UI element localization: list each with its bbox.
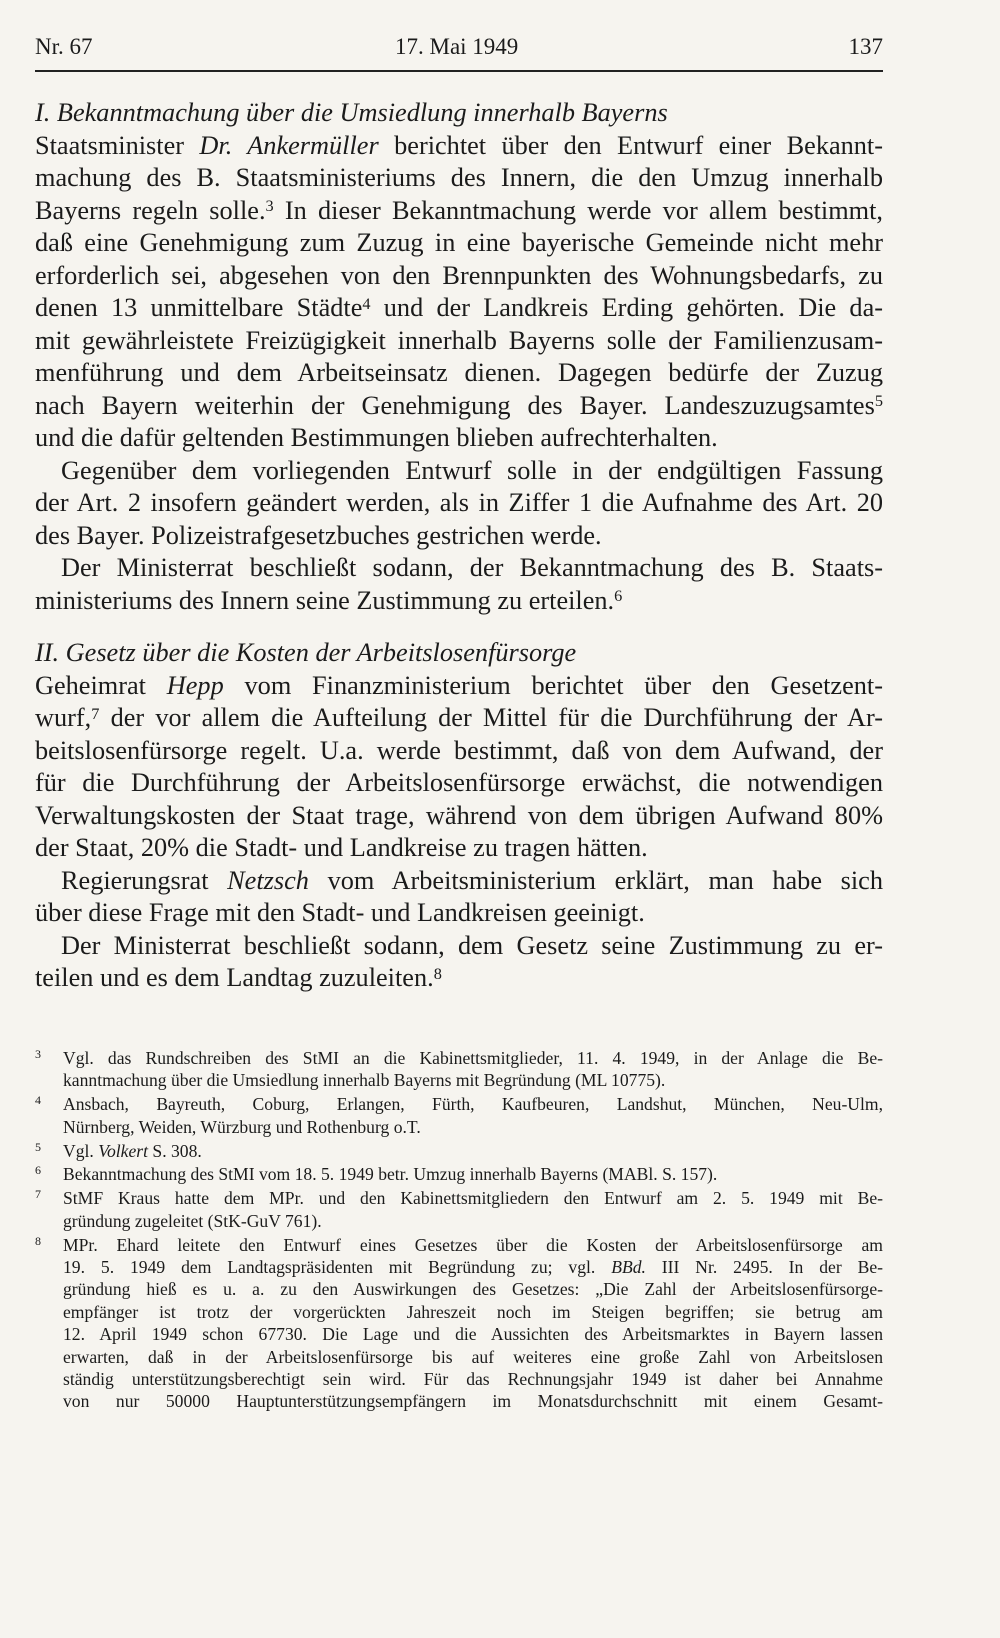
text-line: ministeriums des Innern seine Zustimmung zu erteilen.$^6$ [35, 585, 623, 615]
text-line: Der Ministerrat beschließt sodann, der Bekanntmachung des B. Staats- [61, 553, 883, 582]
footnote-line: 19. 5. 1949 dem Landtagspräsidenten mit Begründung zu; vgl. BBd. III Nr. 2495. In der Be- [63, 1257, 883, 1278]
footnote-line: 7 StMF Kraus hatte dem MPr. und den Kabinettsmitgliedern den Entwurf am 2. 5. 1949 mit Be- [35, 1187, 883, 1209]
footnote-line: von nur 50000 Hauptunterstützungsempfängern im Monatsdurchschnitt mit einem Gesamt- [63, 1391, 883, 1412]
footnote-ref[interactable]: 6 [614, 586, 623, 606]
footnote-line: 4 Ansbach, Bayreuth, Coburg, Erlangen, Fürth, Kaufbeuren, Landshut, München, Neu-Ulm, [35, 1093, 883, 1115]
text-line: teilen und es dem Landtag zuzuleiten.$^8$ [35, 963, 442, 992]
footnote-line: 5 Vgl. Volkert S. 308. [35, 1140, 883, 1162]
text-line: beitslosenfürsorge regelt. U.a. werde bestimmt, daß von dem Aufwand, der [35, 735, 883, 765]
footnote-mark: 3 [35, 1047, 41, 1061]
text-line: Der Ministerrat beschließt sodann, dem Gesetz seine Zustimmung zu er- [61, 930, 883, 960]
footnote-8 [35, 1234, 883, 1413]
footnote-line: 8 MPr. Ehard leitete den Entwurf eines Gesetzes über die Kosten der Arbeitslosenfürsorge am [35, 1234, 883, 1256]
text-line: der Staat, 20% die Stadt- und Landkreise zu tragen hätten. [35, 833, 648, 862]
paragraph [35, 130, 883, 455]
footnote-mark: 5 [35, 1139, 41, 1154]
section-heading-1: I. Bekanntmachung über die Umsiedlung innerhalb Bayerns [35, 98, 668, 127]
footnote-ref[interactable]: 5 [874, 391, 883, 411]
footnote-mark: 8 [35, 1233, 41, 1248]
text-line: für die Durchführung der Arbeitslosenfürsorge erwächst, die notwendigen [35, 768, 883, 797]
page-number: 137 [848, 34, 883, 59]
paragraph [35, 455, 883, 553]
footnote-ref[interactable]: 8 [433, 963, 442, 983]
footnote-line: erwarten, daß in der Arbeitslosenfürsorge bis auf weiteres eine große Zahl von Arbeitslosen [63, 1346, 883, 1367]
text-line: über diese Frage mit den Stadt- und Landkreisen geeinigt. [35, 898, 645, 927]
text-line: der Art. 2 insofern geändert werden, als in Ziffer 1 die Aufnahme des Art. 20 [35, 488, 883, 517]
section-heading-2: II. Gesetz über die Kosten der Arbeitslosenfürsorge [35, 638, 577, 667]
footnote-line: ständig unterstützungsberechtigt sein wird. Für das Rechnungsjahr 1949 ist daher bei Annahme [63, 1368, 883, 1389]
text-line: menführung und dem Arbeitseinsatz dienen. Dagegen bedürfe der Zuzug [35, 358, 883, 387]
running-head [35, 34, 883, 68]
footnote-mark: 4 [35, 1093, 41, 1108]
paragraph [35, 670, 883, 865]
author-name: Volkert [98, 1140, 149, 1161]
section-gap [35, 617, 883, 637]
text-line: des Bayer. Polizeistrafgesetzbuches gestrichen werde. [35, 520, 602, 550]
person-name: Hepp [166, 670, 224, 700]
footnote-line: gründung zugeleitet (StK-GuV 761). [63, 1210, 322, 1231]
text-line: wurf,$^7$ der vor allem die Aufteilung der Mittel für die Durchführung der Ar- [35, 703, 883, 732]
footnote-line: Nürnberg, Weiden, Würzburg und Rothenburg o.T. [63, 1116, 421, 1137]
text-line: Gegenüber dem vorliegenden Entwurf solle in der endgültigen Fassung [61, 455, 883, 485]
person-name: Netzsch [227, 865, 309, 895]
footnote-mark: 6 [35, 1163, 41, 1178]
footnote-line: gründung hieß es u. a. zu den Auswirkungen des Gesetzes: „Die Zahl der Arbeitslosenfürsorge- [63, 1279, 883, 1300]
text-line: daß eine Genehmigung zum Zuzug in eine bayerische Gemeinde nicht mehr [35, 228, 883, 257]
footnote-3 [35, 1047, 883, 1092]
main-text [35, 97, 883, 995]
footnote-ref[interactable]: 7 [91, 703, 100, 723]
text-line: machung des B. Staatsministeriums des Innern, die den Umzug innerhalb [35, 163, 883, 192]
footnote-line: 6 Bekanntmachung des StMI vom 18. 5. 1949 betr. Umzug innerhalb Bayerns (MABl. S. 157). [35, 1163, 883, 1185]
text-line: nach Bayern weiterhin der Genehmigung des Bayer. Landeszuzugsamtes$^5$ [35, 390, 883, 420]
source-abbrev: BBd. [611, 1257, 646, 1278]
paragraph [35, 930, 883, 995]
footnote-4 [35, 1093, 883, 1138]
header-rule [35, 70, 883, 72]
text-line: und die dafür geltenden Bestimmungen blieben aufrechterhalten. [35, 423, 718, 452]
paragraph [35, 865, 883, 930]
text-line: denen 13 unmittelbare Städte$^4$ und der Landkreis Erding gehörten. Die da- [35, 293, 883, 322]
text-line: Regierungsrat Netzsch vom Arbeitsministerium erklärt, man habe sich [61, 865, 883, 895]
footnote-6 [35, 1163, 883, 1185]
text-line: Bayerns regeln solle.$^3$ In dieser Bekanntmachung werde vor allem bestimmt, [35, 195, 883, 225]
footnote-7 [35, 1187, 883, 1232]
session-date: 17. Mai 1949 [395, 34, 519, 59]
footnote-mark: 7 [35, 1187, 41, 1202]
person-name: Dr. Ankermüller [199, 130, 379, 160]
footnote-line: empfänger ist trotz der vorgerückten Jahreszeit noch im Steigen begriffen; sie betrug am [63, 1301, 883, 1322]
footnote-5 [35, 1140, 883, 1162]
text-line: mit gewährleistete Freizügigkeit innerhalb Bayerns solle der Familienzusam- [35, 325, 883, 355]
footnote-ref[interactable]: 3 [265, 196, 274, 216]
footnote-line: 3 Vgl. das Rundschreiben des StMI an die Kabinettsmitglieder, 11. 4. 1949, in der Anlage die Be- [35, 1047, 883, 1069]
footnotes [35, 1047, 883, 1413]
text-line: Verwaltungskosten der Staat trage, während von dem übrigen Aufwand 80% [35, 800, 883, 830]
text-line: Geheimrat Hepp vom Finanzministerium berichtet über den Gesetzent- [35, 670, 883, 700]
issue-number: Nr. 67 [35, 34, 93, 59]
footnote-line: 12. April 1949 schon 67730. Die Lage und die Aussichten des Arbeitsmarktes in Bayern lassen [63, 1324, 883, 1345]
footnote-line: kanntmachung über die Umsiedlung innerhalb Bayerns mit Begründung (ML 10775). [63, 1070, 666, 1091]
footnote-ref[interactable]: 4 [362, 293, 371, 313]
paragraph [35, 552, 883, 617]
text-line: erforderlich sei, abgesehen von den Brennpunkten des Wohnungsbedarfs, zu [35, 260, 883, 290]
text-line: Staatsminister Dr. Ankermüller berichtet über den Entwurf einer Bekannt- [35, 130, 883, 160]
